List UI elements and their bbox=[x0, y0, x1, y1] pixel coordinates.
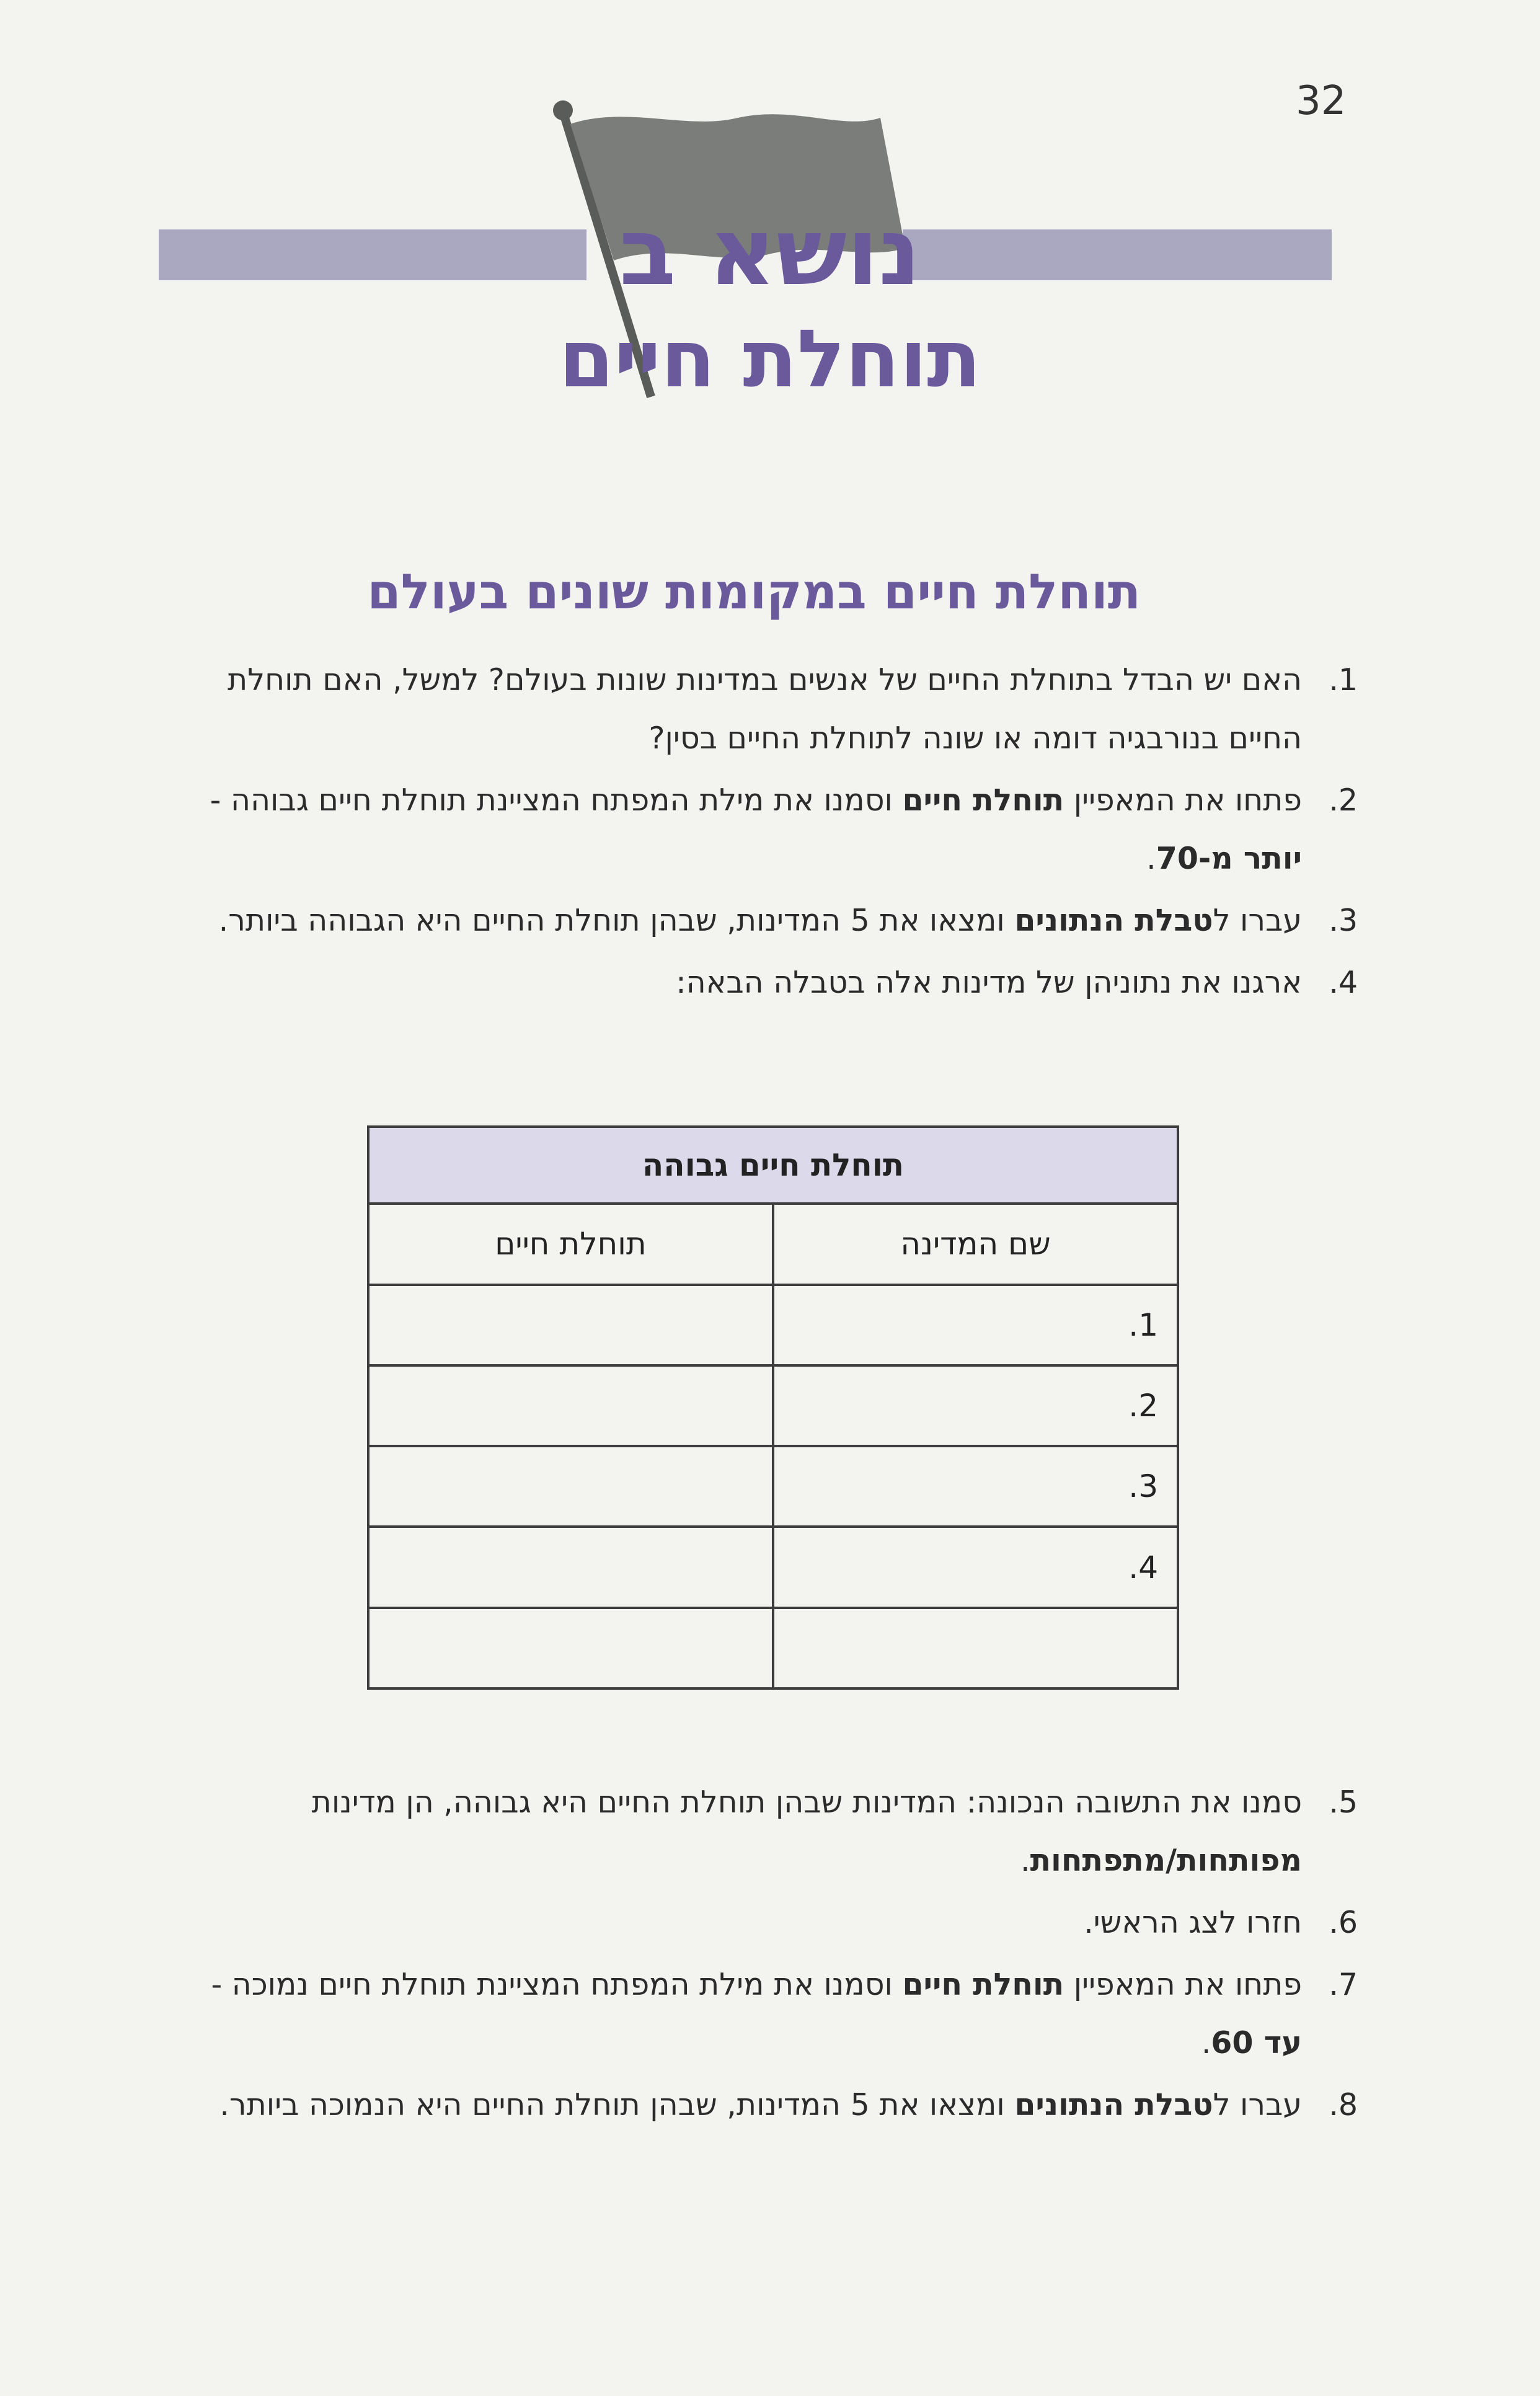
instruction-number: 2. bbox=[1329, 783, 1358, 818]
high-life-expectancy-table bbox=[367, 1125, 1179, 1690]
row-number: 4. bbox=[773, 1527, 1178, 1607]
empty-cell[interactable] bbox=[368, 1446, 773, 1527]
topic-label: נושא ב bbox=[619, 198, 921, 306]
empty-cell[interactable] bbox=[368, 1285, 773, 1365]
instruction-text: עברו ל bbox=[1213, 2087, 1302, 2123]
table-row bbox=[368, 1608, 1178, 1688]
instruction-number: 7. bbox=[1329, 1967, 1358, 2002]
row-number bbox=[773, 1608, 1178, 1688]
table-row bbox=[368, 1285, 1178, 1365]
instruction-text: . bbox=[1201, 2025, 1211, 2061]
instruction-item bbox=[198, 892, 1358, 950]
instruction-item bbox=[198, 651, 1358, 768]
instruction-item bbox=[198, 954, 1358, 1012]
table-row bbox=[368, 1446, 1178, 1527]
instructions-list-b bbox=[198, 1773, 1358, 2138]
column-header-life-expectancy: תוחלת חיים bbox=[368, 1204, 773, 1284]
instruction-text: ומצאו את 5 המדינות, שבהן תוחלת החיים היא הנמוכה ביותר. bbox=[219, 2087, 1015, 2123]
topic-title: תוחלת חיים bbox=[559, 313, 981, 406]
instruction-item bbox=[198, 1894, 1358, 1952]
instruction-text: ומצאו את 5 המדינות, שבהן תוחלת החיים היא הגבוהה ביותר. bbox=[218, 903, 1015, 938]
column-header-country: שם המדינה bbox=[773, 1204, 1178, 1284]
instruction-text: וסמנו את מילת המפתח המציינת תוחלת חיים נמוכה - bbox=[211, 1967, 903, 2002]
instruction-text: עברו ל bbox=[1213, 903, 1302, 938]
instructions-list-a bbox=[198, 651, 1358, 1016]
section-heading: תוחלת חיים במקומות שונים בעולם bbox=[367, 564, 1141, 620]
instruction-text: פתחו את המאפיין bbox=[1064, 783, 1302, 818]
instruction-number: 6. bbox=[1329, 1905, 1358, 1940]
instruction-keyword: יותר מ-70 bbox=[1156, 841, 1302, 876]
instruction-text: וסמנו את מילת המפתח המציינת תוחלת חיים גבוהה - bbox=[210, 783, 903, 818]
instruction-item bbox=[198, 1956, 1358, 2072]
instruction-number: 3. bbox=[1329, 903, 1358, 938]
table-title: תוחלת חיים גבוהה bbox=[368, 1127, 1178, 1204]
instruction-text: סמנו את התשובה הנכונה: המדינות שבהן תוחלת החיים היא גבוהה, הן מדינות bbox=[311, 1785, 1302, 1820]
instruction-keyword: עד 60 bbox=[1211, 2025, 1302, 2061]
instruction-text: . bbox=[1146, 841, 1156, 876]
instruction-keyword: מפותחות/מתפתחות bbox=[1030, 1843, 1302, 1878]
empty-cell[interactable] bbox=[368, 1608, 773, 1688]
instruction-keyword: תוחלת חיים bbox=[902, 1967, 1064, 2002]
instruction-number: 5. bbox=[1329, 1785, 1358, 1820]
page-number: 32 bbox=[1296, 78, 1347, 124]
instruction-number: 4. bbox=[1329, 965, 1358, 1000]
instruction-item bbox=[198, 771, 1358, 888]
empty-cell[interactable] bbox=[368, 1365, 773, 1446]
empty-cell[interactable] bbox=[368, 1527, 773, 1607]
instruction-keyword: טבלת הנתונים bbox=[1014, 2087, 1213, 2123]
instruction-item bbox=[198, 2076, 1358, 2134]
row-number: 3. bbox=[773, 1446, 1178, 1527]
topic-banner bbox=[0, 93, 1540, 428]
instruction-text: פתחו את המאפיין bbox=[1064, 1967, 1302, 2002]
instruction-keyword: טבלת הנתונים bbox=[1014, 903, 1213, 938]
row-number: 1. bbox=[773, 1285, 1178, 1365]
instruction-text: ארגנו את נתוניהן של מדינות אלה בטבלה הבאה: bbox=[676, 965, 1302, 1000]
instruction-item bbox=[198, 1773, 1358, 1890]
instruction-text: חזרו לצג הראשי. bbox=[1084, 1905, 1302, 1940]
table-row bbox=[368, 1527, 1178, 1607]
row-number: 2. bbox=[773, 1365, 1178, 1446]
instruction-number: 8. bbox=[1329, 2087, 1358, 2123]
instruction-number: 1. bbox=[1329, 662, 1358, 698]
instruction-keyword: תוחלת חיים bbox=[902, 783, 1064, 818]
instruction-text: . bbox=[1020, 1843, 1030, 1878]
instruction-text: האם יש הבדל בתוחלת החיים של אנשים במדינות שונות בעולם? למשל, האם תוחלת החיים בנורבגיה דומה או שונה לתוחלת החיים בסין? bbox=[228, 662, 1302, 756]
table-row bbox=[368, 1365, 1178, 1446]
